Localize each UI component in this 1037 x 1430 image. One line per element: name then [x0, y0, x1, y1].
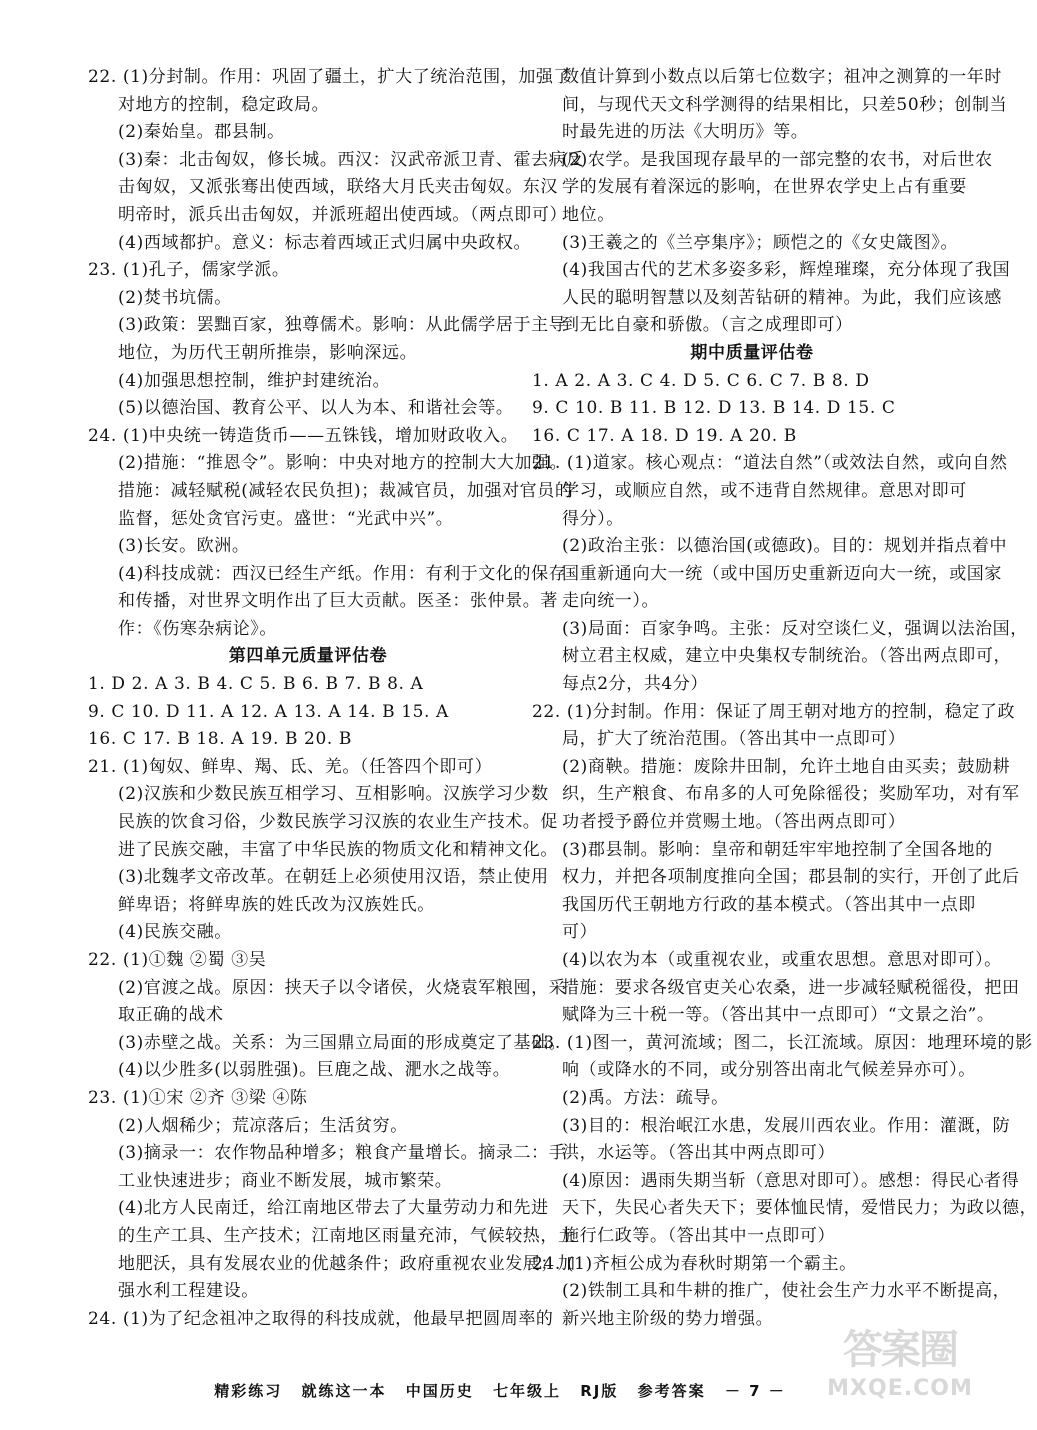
text-line: (2)人烟稀少；荒凉落后；生活贫穷。 — [118, 1115, 408, 1136]
text-line: 时最先进的历法《大明历》等。 — [562, 122, 809, 143]
numbered-line: 23. (1)孔子，儒家学派。 — [88, 260, 290, 281]
text-line: 民族的饮食习俗，少数民族学习汉族的农业生产技术。促 — [118, 812, 558, 833]
text-line: (4)西域都护。意义：标志着西域正式归属中央政权。 — [118, 232, 532, 253]
text-line: 功者授予爵位并赏赐土地。（答出两点即可） — [562, 812, 906, 833]
text-line: 鲜卑语；将鲜卑族的姓氏改为汉族姓氏。 — [118, 894, 435, 915]
numbered-line: 16. C 17. B 18. A 19. B 20. B — [88, 729, 352, 750]
text-line: 地位。 — [562, 204, 615, 225]
text-line: 进了民族交融，丰富了中华民族的物质文化和精神文化。 — [118, 839, 558, 860]
text-line: 学习，或顺应自然，或不违背自然规律。意思对即可 — [562, 480, 967, 501]
text-line: 的生产工具、生产技术；江南地区雨量充沛，气候较热，土 — [118, 1225, 576, 1246]
text-line: 国重新通向大一统（或中国历史重新迈向大一统，或国家 — [562, 563, 1002, 584]
section-heading: 第四单元质量评估卷 — [228, 646, 388, 667]
text-line: 局，扩大了统治范围。（答出其中一点即可） — [562, 729, 906, 750]
watermark-bottom: MXQE.COM — [827, 1376, 973, 1401]
numbered-line: 24. (1)齐桓公成为春秋时期第一个霸主。 — [532, 1253, 857, 1274]
text-line: 监督，惩处贪官污吏。盛世：“光武中兴”。 — [118, 508, 454, 529]
text-line: 措施：减轻赋税(减轻农民负担)；裁减官员，加强对官员的 — [118, 480, 573, 501]
text-line: (2)官渡之战。原因：挟天子以令诸侯，火烧袁军粮囤，采 — [118, 977, 567, 998]
text-line: 措施：要求各级官吏关心农桑，进一步减轻赋税徭役，把田 — [562, 977, 1020, 998]
text-line: 响（或降水的不同，或分别答出南北气候差异亦可）。 — [562, 1060, 976, 1081]
text-line: (4)科技成就：西汉已经生产纸。作用：有利于文化的保存 — [118, 563, 567, 584]
text-line: (4)以少胜多(以弱胜强)。巨鹿之战、淝水之战等。 — [118, 1060, 511, 1081]
text-line: 新兴地主阶级的势力增强。 — [562, 1308, 774, 1329]
text-line: 每点2分，共4分） — [562, 674, 709, 695]
watermark-logo — [820, 1318, 980, 1418]
text-line: 工业快速进步；商业不断发展，城市繁荣。 — [118, 1170, 453, 1191]
numbered-line: 22. (1)①魏 ②蜀 ③吴 — [88, 950, 267, 970]
text-line: (2)铁制工具和牛耕的推广，使社会生产力水平不断提高， — [562, 1281, 1011, 1302]
text-line: 施行仁政等。（答出其中一点即可） — [562, 1225, 836, 1246]
numbered-line: 9. C 10. D 11. A 12. A 13. A 14. B 15. A — [88, 701, 449, 722]
text-line: 和传播，对世界文明作出了巨大贡献。医圣：张仲景。著 — [118, 591, 558, 612]
numbered-line: 22. (1)分封制。作用：巩固了疆土，扩大了统治范围，加强了 — [88, 67, 572, 87]
numbered-line: 24. (1)中央统一铸造货币——五铢钱，增加财政收入。 — [88, 425, 519, 446]
text-line: (2)汉族和少数民族互相学习、互相影响。汉族学习少数 — [118, 784, 549, 805]
footer-series: 精彩练习 — [214, 1382, 283, 1400]
text-line: (3)秦：北击匈奴，修长城。西汉：汉武帝派卫青、霍去病反 — [118, 149, 584, 170]
page-number: － 7 － — [724, 1382, 786, 1400]
text-line: (3)摘录一：农作物品种增多；粮食产量增长。摘录二：手 — [118, 1143, 567, 1164]
text-line: (4)原因：遇雨失期当斩（意思对即可）。感想：得民心者得 — [562, 1170, 1020, 1191]
text-line: (5)以德治国、教育公平、以人为本、和谐社会等。 — [118, 398, 514, 419]
text-line: 树立君主权威，建立中央集权专制统治。（答出两点即可， — [562, 646, 1012, 667]
text-line: (3)赤壁之战。关系：为三国鼎立局面的形成奠定了基础。 — [118, 1032, 567, 1053]
text-line: (4)以农为本（或重视农业，或重农思想。意思对即可）。 — [562, 950, 1002, 970]
text-line: 地位，为历代王朝所推崇，影响深远。 — [118, 342, 418, 363]
text-line: (2)商鞅。措施：废除井田制，允许土地自由买卖；鼓励耕 — [562, 756, 1011, 777]
text-line: (2)措施：“推恩令”。影响：中央对地方的控制大大加强。 — [118, 453, 568, 474]
numbered-line: 22. (1)分封制。作用：保证了周王朝对地方的控制，稳定了政 — [532, 701, 1016, 722]
numbered-line: 16. C 17. A 18. D 19. A 20. B — [532, 425, 797, 446]
numbered-line: 23. (1)①宋 ②齐 ③梁 ④陈 — [88, 1087, 308, 1108]
text-line: (3)王羲之的《兰亭集序》；顾恺之的《女史箴图》。 — [562, 232, 959, 253]
numbered-line: 21. (1)匈奴、鲜卑、羯、氐、羌。（任答四个即可） — [88, 756, 493, 777]
text-line: 强水利工程建设。 — [118, 1281, 259, 1302]
text-line: (3)目的：根治岷江水患，发展川西农业。作用：灌溉，防 — [562, 1115, 1011, 1136]
text-line: (3)郡县制。影响：皇帝和朝廷牢牢地控制了全国各地的 — [562, 839, 993, 860]
numbered-line: 9. C 10. B 11. B 12. D 13. B 14. D 15. C — [532, 398, 896, 419]
text-line: (2)焚书坑儒。 — [118, 287, 232, 308]
text-line: (3)长安。欧洲。 — [118, 536, 250, 557]
section-heading: 期中质量评估卷 — [690, 342, 814, 363]
text-line: (2)政治主张：以德治国(或德政)。目的：规划并指点着中 — [562, 536, 1008, 557]
numbered-line: 1. A 2. A 3. C 4. D 5. C 6. C 7. B 8. D — [532, 370, 870, 391]
text-line: (2)农学。是我国现存最早的一部完整的农书，对后世农 — [562, 149, 993, 170]
text-line: 得分）。 — [562, 508, 624, 529]
footer-subject: 中国历史 — [405, 1382, 474, 1400]
text-line: (4)加强思想控制，维护封建统治。 — [118, 370, 391, 391]
watermark-top: 答案圈 — [843, 1327, 957, 1373]
text-line: 作：《伤寒杂病论》。 — [118, 618, 277, 639]
numbered-line: 24. (1)为了纪念祖冲之取得的科技成就，他最早把圆周率的 — [88, 1308, 554, 1329]
footer-subtitle: 就练这一本 — [301, 1382, 387, 1400]
numbered-line: 21. (1)道家。核心观点：“道法自然”（或效法自然，或向自然 — [532, 453, 1008, 474]
right-column — [532, 64, 1037, 1333]
text-line: (4)我国古代的艺术多姿多彩，辉煌璀璨，充分体现了我国 — [562, 260, 1011, 281]
text-line: (3)北魏孝文帝改革。在朝廷上必须使用汉语，禁止使用 — [118, 867, 549, 888]
text-line: 对地方的控制，稳定政局。 — [118, 94, 330, 115]
text-line: 我国历代王朝地方行政的基本模式。（答出其中一点即 — [562, 894, 976, 915]
text-line: (2)秦始皇。郡县制。 — [118, 122, 285, 143]
text-line: 地肥沃，具有发展农业的优越条件；政府重视农业发展；加 — [118, 1253, 576, 1274]
text-line: 击匈奴，又派张骞出使西域，联络大月氏夹击匈奴。东汉 — [118, 177, 558, 198]
text-line: 赋降为三十税一等。（答出其中一点即可）“文景之治”。 — [562, 1005, 995, 1026]
text-line: 学的发展有着深远的影响，在世界农学史上占有重要 — [562, 177, 967, 198]
numbered-line: 23. (1)图一，黄河流域；图二，长江流域。原因：地理环境的影 — [532, 1032, 1033, 1053]
text-line: (2)禹。方法：疏导。 — [562, 1087, 729, 1108]
text-line: 走向统一）。 — [562, 591, 660, 612]
text-line: 洪，水运等。（答出其中两点即可） — [562, 1143, 836, 1164]
text-line: 权力，并把各项制度推向全国；郡县制的实行，开创了此后 — [562, 867, 1020, 888]
text-line: 取正确的战术 — [118, 1005, 224, 1026]
text-line: 织，生产粮食、布帛多的人可免除徭役；奖励军功，对有军 — [562, 784, 1020, 805]
text-line: 人民的聪明智慧以及刻苦钻研的精神。为此，我们应该感 — [562, 287, 1002, 308]
text-line: 明帝时，派兵出击匈奴，并派班超出使西域。（两点即可） — [118, 204, 568, 225]
numbered-line: 1. D 2. A 3. B 4. C 5. B 6. B 7. B 8. A — [88, 674, 424, 695]
text-line: (4)北方人民南迁，给江南地区带去了大量劳动力和先进 — [118, 1198, 549, 1219]
text-line: 间，与现代天文科学测得的结果相比，只差50秒；创制当 — [562, 94, 1008, 115]
footer-label: 参考答案 — [637, 1382, 706, 1400]
text-line: (3)政策：罢黜百家，独尊儒术。影响：从此儒学居于主导 — [118, 315, 567, 336]
footer-grade: 七年级上 — [492, 1382, 561, 1400]
text-line: (4)民族交融。 — [118, 922, 232, 943]
text-line: 天下，失民心者失天下；要体恤民情，爱惜民力；为政以德， — [562, 1198, 1037, 1219]
text-line: 数值计算到小数点以后第七位数字；祖冲之测算的一年时 — [562, 67, 1002, 87]
text-line: 可） — [562, 922, 598, 943]
text-line: 到无比自豪和骄傲。（言之成理即可） — [562, 315, 853, 336]
footer-edition: RJ版 — [580, 1382, 619, 1400]
text-line: (3)局面：百家争鸣。主张：反对空谈仁义，强调以法治国， — [562, 618, 1028, 639]
left-column — [88, 64, 584, 1333]
